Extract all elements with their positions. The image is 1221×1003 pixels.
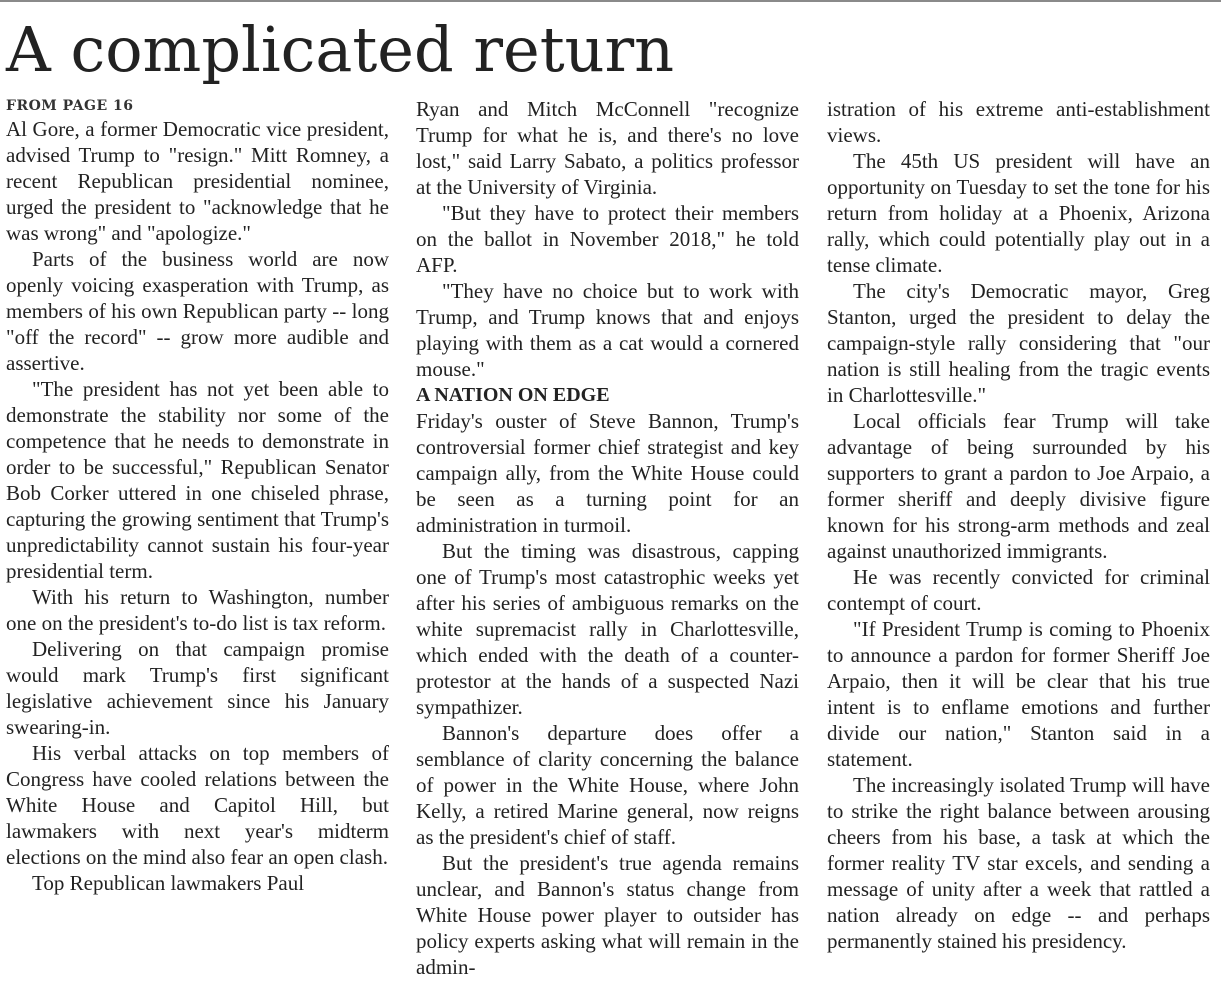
from-page-kicker: FROM PAGE 16: [6, 98, 134, 114]
paragraph: Friday's ouster of Steve Bannon, Trump's controversial former chief strategist and key campaign ally, from the White House could be seen as a turning point for an administration in turmoil.: [416, 409, 799, 537]
article-column-2: [416, 96, 799, 980]
paragraph: "If President Trump is coming to Phoenix to announce a pardon for former Sheriff Joe Arpaio, then it will be clear that his true intent is to enflame emotions and further divide our nation," Stanton said in a statement.: [827, 617, 1210, 771]
paragraph: His verbal attacks on top members of Congress have cooled relations between the White House and Capitol Hill, but lawmakers with next year's midterm elections on the mind also fear an open clash.: [6, 741, 389, 869]
paragraph: Al Gore, a former Democratic vice president, advised Trump to "resign." Mitt Romney, a recent Republican presidential nominee, urged the president to "acknowledge that he was wrong" and "apologize.": [6, 117, 389, 245]
paragraph: The city's Democratic mayor, Greg Stanton, urged the president to delay the campaign-style rally considering that "our nation is still healing from the tragic events in Charlottesville.": [827, 279, 1210, 407]
article-column-3: [827, 96, 1210, 954]
paragraph: With his return to Washington, number one on the president's to-do list is tax reform.: [6, 585, 389, 635]
article-column-1: [6, 96, 389, 896]
top-rule: [0, 0, 1221, 2]
paragraph: Parts of the business world are now openly voicing exasperation with Trump, as members of his own Republican party -- long "off the record" -- grow more audible and assertive.: [6, 247, 389, 375]
paragraph: "The president has not yet been able to demonstrate the stability nor some of the competence that he needs to demonstrate in order to be successful," Republican Senator Bob Corker uttered in one chiseled phrase, capturing the growing sentiment that Trump's unpredictability cannot sustain his four-year presidential term.: [6, 377, 389, 583]
section-subhead: A NATION ON EDGE: [416, 384, 610, 406]
paragraph: "They have no choice but to work with Trump, and Trump knows that and enjoys playing with them as a cat would a cornered mouse.": [416, 279, 799, 381]
paragraph: The increasingly isolated Trump will have to strike the right balance between arousing cheers from his base, a task at which the former reality TV star excels, and sending a message of unity after a week that rattled a nation already on edge -- and perhaps permanently stained his presidency.: [827, 773, 1210, 953]
paragraph: Bannon's departure does offer a semblance of clarity concerning the balance of power in the White House, where John Kelly, a retired Marine general, now reigns as the president's chief of staff.: [416, 721, 799, 849]
paragraph: "But they have to protect their members on the ballot in November 2018," he told AFP.: [416, 201, 799, 277]
paragraph: Delivering on that campaign promise would mark Trump's first significant legislative achievement since his January swearing-in.: [6, 637, 389, 739]
paragraph: The 45th US president will have an opportunity on Tuesday to set the tone for his return from holiday at a Phoenix, Arizona rally, which could potentially play out in a tense climate.: [827, 149, 1210, 277]
paragraph: But the president's true agenda remains unclear, and Bannon's status change from White House power player to outsider has policy experts asking what will remain in the admin-: [416, 851, 799, 979]
paragraph: istration of his extreme anti-establishment views.: [827, 97, 1210, 147]
headline: A complicated return: [6, 13, 675, 86]
paragraph: Local officials fear Trump will take advantage of being surrounded by his supporters to grant a pardon to Joe Arpaio, a former sheriff and deeply divisive figure known for his strong-arm methods and zeal against unauthorized immigrants.: [827, 409, 1210, 563]
paragraph: Top Republican lawmakers Paul: [32, 871, 305, 895]
paragraph: But the timing was disastrous, capping one of Trump's most catastrophic weeks yet after his series of ambiguous remarks on the white supremacist rally in Charlottesville, which ended with the death of a counter-protestor at the hands of a suspected Nazi sympathizer.: [416, 539, 799, 719]
paragraph: He was recently convicted for criminal contempt of court.: [827, 565, 1210, 615]
paragraph: Ryan and Mitch McConnell "recognize Trump for what he is, and there's no love lost," said Larry Sabato, a politics professor at the University of Virginia.: [416, 97, 799, 199]
